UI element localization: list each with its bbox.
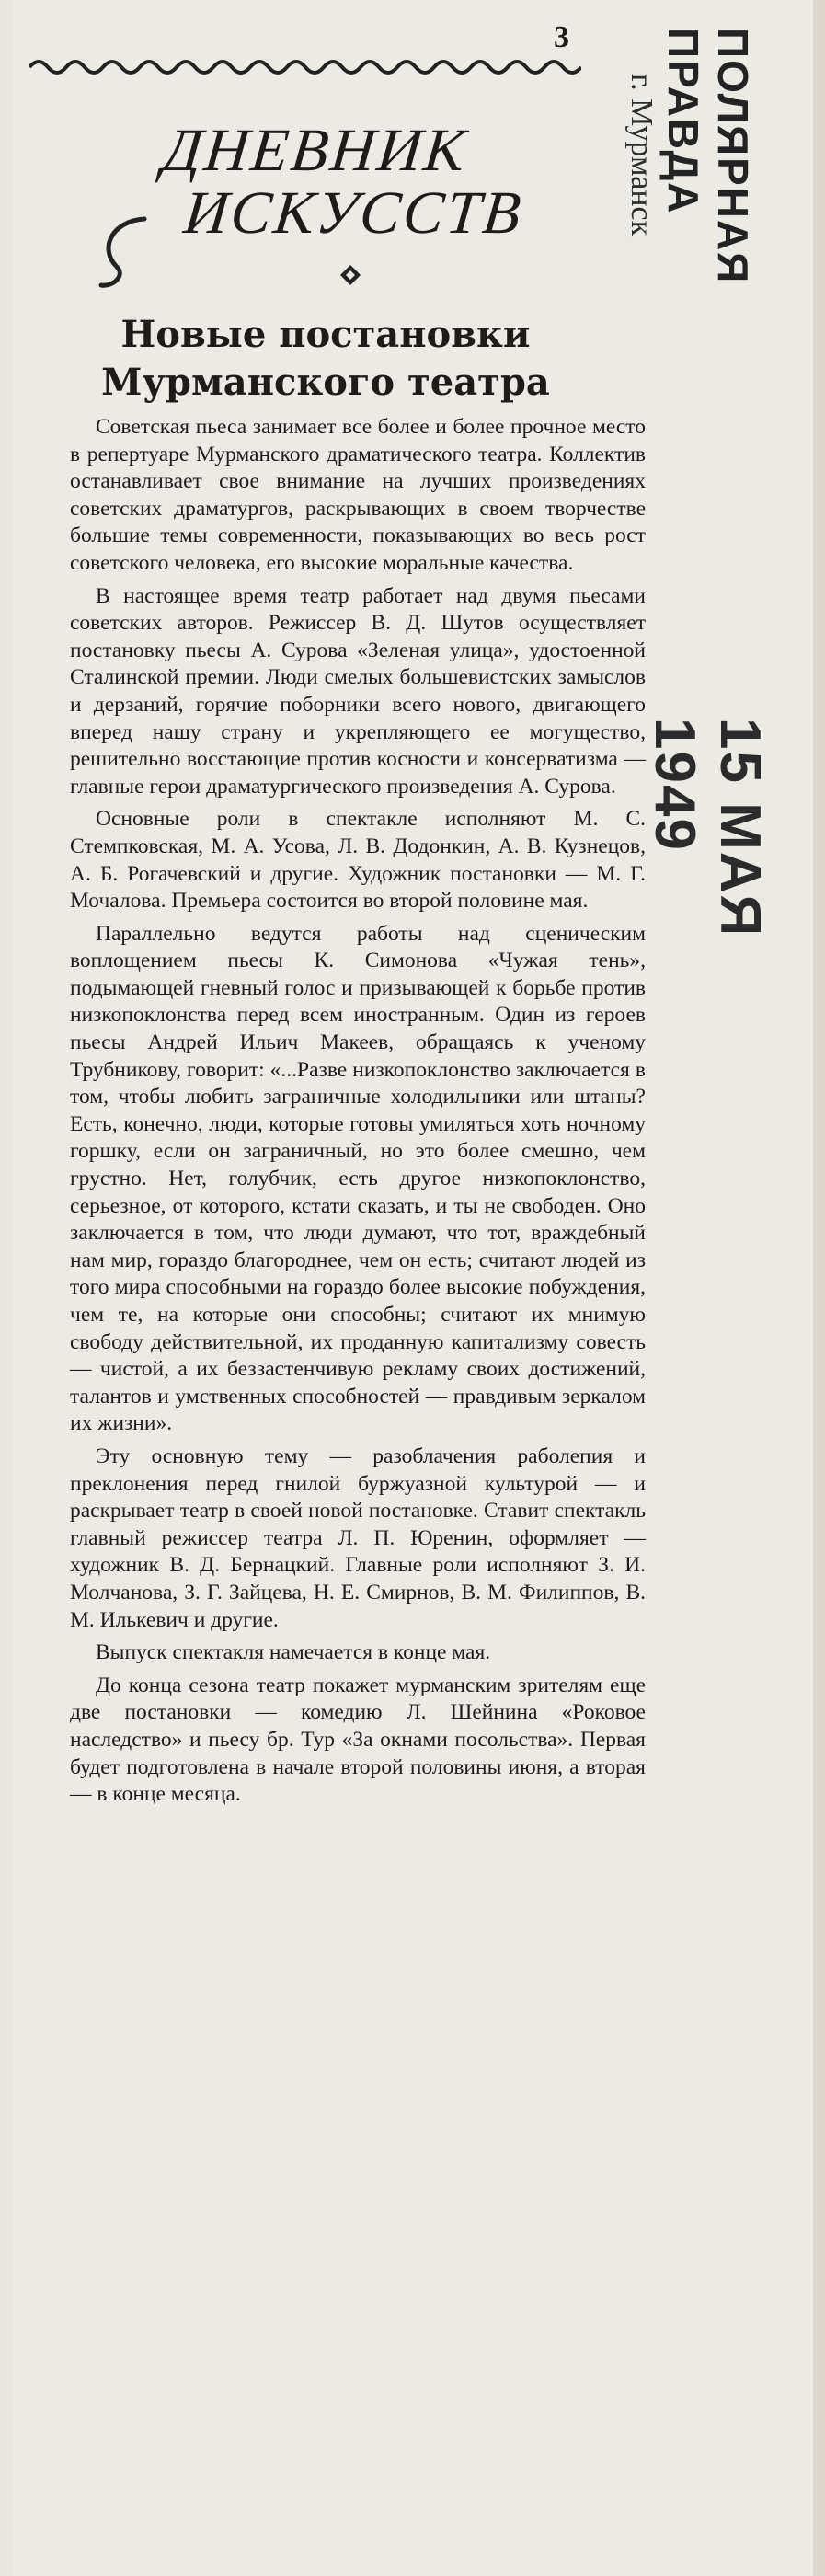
article-body	[70, 414, 646, 1814]
article-paragraph: Параллельно ведутся работы над сценическим воплощением пьесы К. Симонова «Чужая тень», подымающей гневный голос и призывающей к борьбе против низкопоклонства перед всем иностранным. Один из героев пьесы Андрей Ильич Макеев, обращаясь к ученому Трубникову, говорит: «...Разве низкопоклонство заключается в том, чтобы любить заграничные холодильники или штаны? Есть, конечно, люди, которые готовы умиляться хоть ночному горшку, если он заграничный, но это более смешно, чем грустно. Нет, голубчик, есть другое низкопоклонство, серьезное, от которого, кстати сказать, и ты не свободен. Оно заключается в том, что люди думают, что тот, враждебный нам мир, гораздо благороднее, чем он есть; считают людей из того мира способными на гораздо более высокие побуждения, чем те, на которые они способны; считают их мнимую свободу действительной, их проданную капитализму совесть — чистой, а их беззастенчивую рекламу своих достижений, талантов и умственных способностей — правдивым зеркалом их жизни».	[70, 921, 646, 1436]
diamond-ornament-icon	[339, 264, 361, 286]
rubric-heading	[154, 117, 553, 247]
date-stamp: 15 МАЯ 1949	[643, 718, 772, 938]
newspaper-clipping	[13, 0, 824, 2576]
article-paragraph: Выпуск спектакля намечается в конце мая.	[96, 1640, 491, 1665]
wavy-rule-ornament	[29, 53, 581, 81]
article-paragraph: В настоящее время театр работает над двумя пьесами советских авторов. Режиссер В. Д. Шутов осуществляет постановку пьесы А. Сурова «Зеленая улица», удостоенной Сталинской премии. Люди смелых большевистских замыслов и дерзаний, горячие поборники всего нового, двигающего вперед нашу страну и укрепляющего ее могущество, решительно восстающие против косности и консерватизма — главные герои драматургического произведения А. Сурова.	[70, 583, 646, 799]
article-paragraph: Советская пьеса занимает все более и более прочное место в репертуаре Мурманского драматического театра. Коллектив останавливает свое внимание на лучших произведениях советских драматургов, раскрывающих в своем творчестве большие темы современности, показывающих во весь рост советского человека, его высокие моральные качества.	[70, 415, 646, 575]
newspaper-name-stamp: ПОЛЯРНАЯ ПРАВДА	[659, 28, 757, 285]
rubric-line-2: ИСКУССТВ	[180, 179, 527, 247]
article-paragraph: Основные роли в спектакле исполняют М. С. Стемпковская, М. А. Усова, Л. В. Додонкин, А. В. Кузнецов, А. Б. Рогачевский и другие. Художник постановки — М. Г. Мочалова. Премьера состоится во второй половине мая.	[70, 807, 646, 914]
article-title	[68, 311, 583, 407]
city-stamp: г. Мурманск	[624, 74, 659, 236]
article-paragraph: До конца сезона театр покажет мурманским зрителям еще две постановки — комедию Л. Шейнина «Роковое наследство» и пьесу бр. Тур «За окнами посольства». Первая будет подготовлена в начале второй половины июня, а вторая — в конце месяца.	[70, 1673, 646, 1807]
article-paragraph: Эту основную тему — разоблачения раболепия и преклонения перед гнилой буржуазной культурой — и раскрывает театр в своей новой постановке. Ставит спектакль главный режиссер театра Л. П. Юренин, оформляет — художник В. Д. Бернацкий. Главные роли исполняют З. И. Молчанова, З. Г. Зайцева, Н. Е. Смирнов, В. М. Филиппов, В. М. Илькевич и другие.	[70, 1443, 646, 1632]
page-number: 3	[554, 20, 569, 54]
article-title-line-1: Новые постановки	[120, 313, 531, 356]
swirl-ornament-icon	[94, 212, 158, 294]
rubric-line-1: ДНЕВНИК	[159, 117, 471, 184]
clipping-edge	[813, 0, 825, 2576]
article-title-line-2: Мурманского театра	[101, 361, 550, 404]
